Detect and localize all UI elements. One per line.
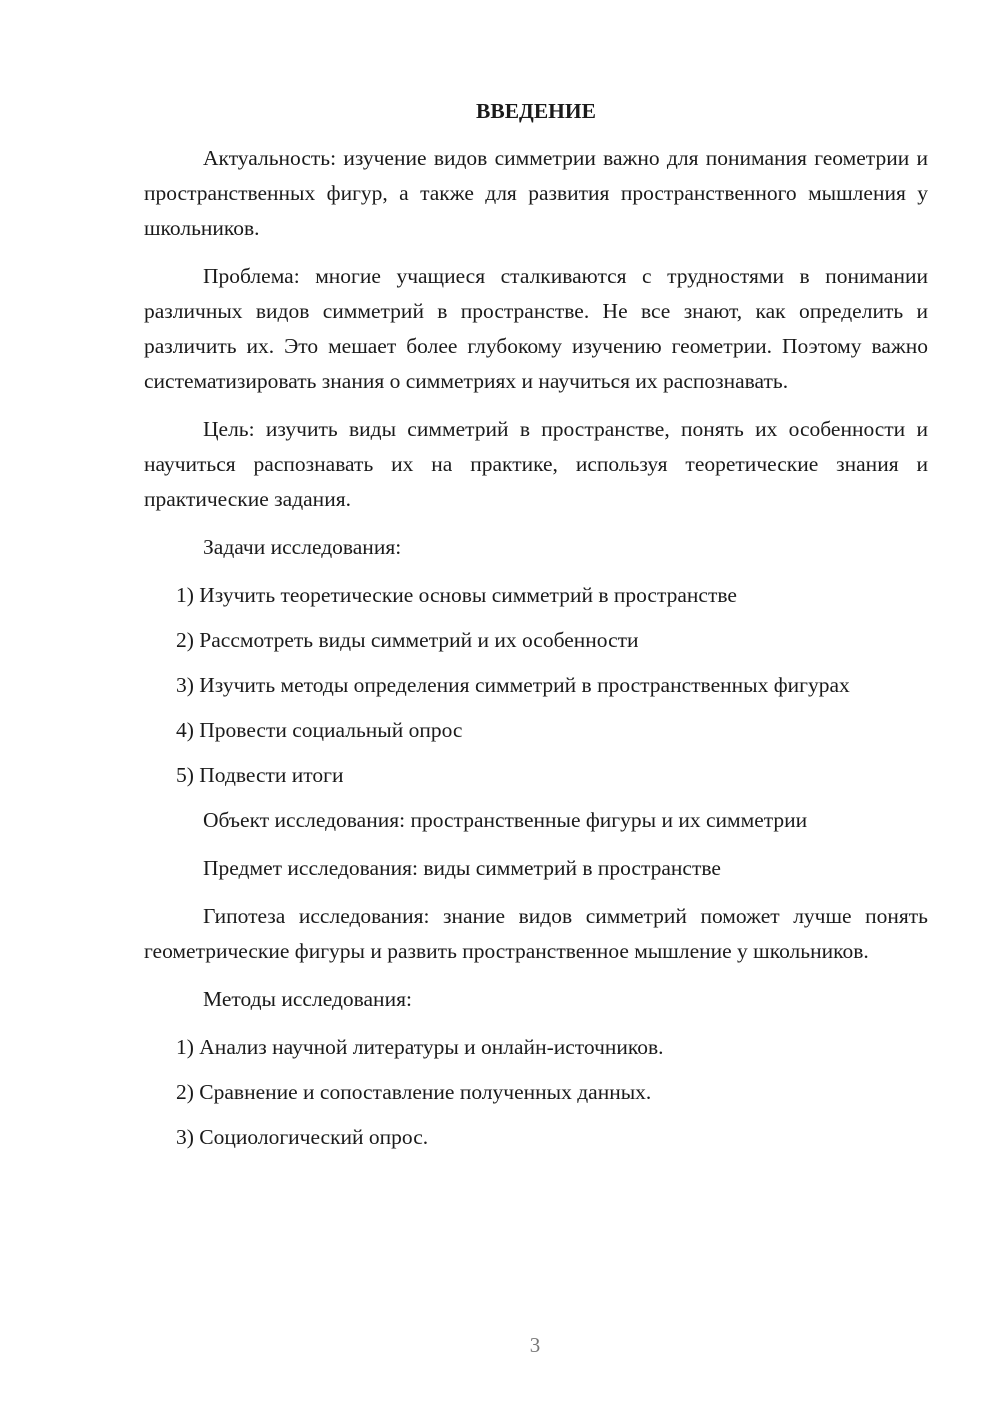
list-item: 3) Изучить методы определения симметрий в пространственных фигурах [176, 673, 850, 697]
subject-paragraph: Предмет исследования: виды симметрий в пространстве [203, 856, 721, 880]
list-item: 2) Рассмотреть виды симметрий и их особенности [176, 628, 639, 652]
object-paragraph: Объект исследования: пространственные фигуры и их симметрии [203, 808, 808, 832]
list-item: 1) Анализ научной литературы и онлайн-источников. [176, 1035, 664, 1059]
problem-paragraph: Проблема: многие учащиеся сталкиваются с трудностями в понимании различных видов симметрий в пространстве. Не все знают, как определить и различить их. Это мешает более глубокому изучению геометрии. Поэтому важно систематизировать знания о симметриях и научиться их распознавать. [144, 264, 928, 393]
list-item: 5) Подвести итоги [176, 763, 344, 787]
document-page [144, 96, 928, 1165]
list-item: 4) Провести социальный опрос [176, 718, 463, 742]
goal-paragraph: Цель: изучить виды симметрий в пространстве, понять их особенности и научиться распознавать их на практике, используя теоретические знания и практические задания. [144, 417, 928, 511]
list-item: 2) Сравнение и сопоставление полученных данных. [176, 1080, 652, 1104]
section-heading: ВВЕДЕНИЕ [476, 99, 596, 123]
relevance-paragraph: Актуальность: изучение видов симметрии важно для понимания геометрии и пространственных фигур, а также для развития пространственного мышления у школьников. [144, 146, 928, 240]
page-number: 3 [529, 1333, 541, 1357]
methods-title: Методы исследования: [203, 987, 412, 1011]
tasks-title: Задачи исследования: [203, 535, 402, 559]
list-item: 1) Изучить теоретические основы симметрий в пространстве [176, 583, 737, 607]
list-item: 3) Социологический опрос. [176, 1125, 429, 1149]
hypothesis-paragraph: Гипотеза исследования: знание видов симметрий поможет лучше понять геометрические фигуры и развить пространственное мышление у школьников. [144, 904, 928, 963]
